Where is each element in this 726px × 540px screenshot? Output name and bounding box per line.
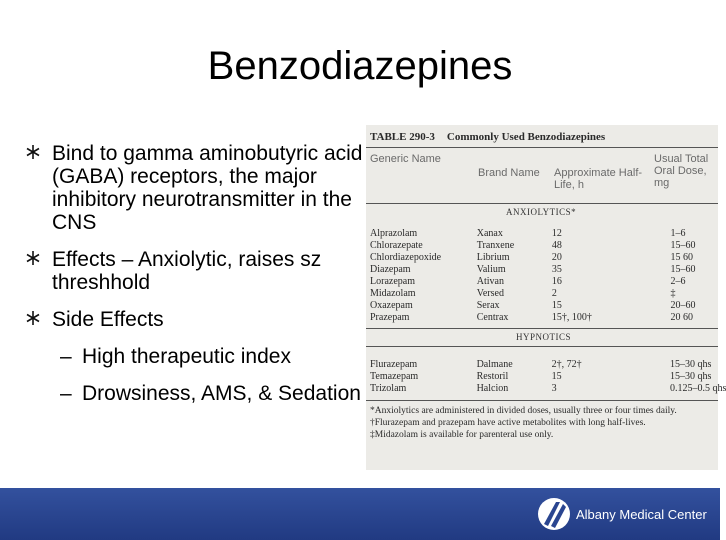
cell-dose: 15–60: [670, 240, 696, 251]
dash-marker: –: [60, 345, 72, 368]
cell-half-life: 12: [551, 228, 562, 239]
cell-brand: Restoril: [476, 371, 509, 382]
table-row: [370, 383, 726, 395]
col-header-half-life: Approximate Half-Life, h: [554, 167, 643, 191]
cell-brand: Librium: [476, 252, 510, 263]
cell-generic: Diazepam: [370, 264, 411, 275]
cell-brand: Halcion: [476, 383, 509, 394]
cell-dose: ‡: [670, 288, 676, 299]
cell-dose: 15–30 qhs: [670, 359, 712, 370]
footnote: †Flurazepam and prazepam have active metabolites with long half-lives.: [370, 418, 646, 428]
col-header-generic: Generic Name: [370, 153, 441, 165]
cell-brand: Ativan: [476, 276, 504, 287]
bullet-list: [26, 142, 366, 415]
cell-generic: Temazepam: [370, 371, 419, 382]
footnote: *Anxiolytics are administered in divided doses, usually three or four times daily.: [370, 406, 677, 416]
cell-brand: Serax: [476, 300, 500, 311]
cell-dose: 15–30 qhs: [670, 371, 712, 382]
benzodiazepine-table-image: [366, 125, 726, 470]
table-footnotes: [370, 405, 714, 441]
table-number: TABLE 290-3: [370, 131, 435, 143]
cell-dose: 15–60: [670, 264, 696, 275]
cell-generic: Chlorazepate: [370, 240, 423, 251]
cell-half-life: 2†, 72†: [551, 359, 582, 370]
bullet-text: Side Effects: [52, 308, 164, 331]
logo-emblem-icon: [538, 498, 570, 530]
cell-half-life: 15: [551, 300, 562, 311]
table-row: [370, 312, 710, 324]
table-rule: [366, 400, 718, 401]
table-rule: [366, 328, 718, 329]
cell-generic: Prazepam: [370, 312, 410, 323]
table-caption: Commonly Used Benzodiazepines: [446, 131, 606, 143]
cell-dose: 2–6: [670, 276, 686, 287]
cell-half-life: 20: [551, 252, 562, 263]
table-row: [370, 359, 710, 371]
asterisk-bullet-icon: [26, 248, 52, 294]
table-row: [370, 228, 710, 240]
table-row: [370, 240, 710, 252]
cell-half-life: 35: [551, 264, 562, 275]
bullet-text: Bind to gamma aminobutyric acid (GABA) receptors, the major inhibitory neurotransmitter in the CNS: [52, 142, 363, 234]
table-rule: [366, 203, 718, 204]
slide-title: Benzodiazepines: [207, 44, 513, 88]
cell-dose: 0.125–0.5 qhs: [670, 383, 726, 394]
cell-dose: 20 60: [670, 312, 693, 323]
table-row: [370, 371, 710, 383]
anxiolytics-rows: [370, 228, 710, 324]
cell-generic: Lorazepam: [370, 276, 415, 287]
cell-brand: Xanax: [476, 228, 503, 239]
cell-brand: Versed: [476, 288, 504, 299]
cell-generic: Chlordiazepoxide: [370, 252, 442, 263]
asterisk-bullet-icon: [26, 308, 52, 331]
cell-dose: 20–60: [670, 300, 696, 311]
bullet-item: [26, 308, 366, 331]
cell-dose: 1–6: [670, 228, 686, 239]
cell-half-life: 3: [551, 383, 557, 394]
cell-generic: Midazolam: [370, 288, 416, 299]
col-header-brand: Brand Name: [478, 167, 540, 179]
cell-half-life: 16: [551, 276, 562, 287]
cell-half-life: 2: [551, 288, 557, 299]
bullet-item: [26, 248, 366, 294]
table-row: [370, 252, 710, 264]
table-rule: [366, 346, 718, 347]
table-rule: [366, 147, 718, 148]
cell-generic: Flurazepam: [370, 359, 418, 370]
cell-half-life: 48: [551, 240, 562, 251]
cell-generic: Alprazolam: [370, 228, 418, 239]
cell-dose: 15 60: [670, 252, 693, 263]
table-heading: [370, 131, 605, 143]
table-row: [370, 276, 710, 288]
section-label-hypnotics: HYPNOTICS: [516, 332, 572, 342]
cell-generic: Trizolam: [370, 383, 407, 394]
hypnotics-rows: [370, 359, 726, 395]
cell-brand: Centrax: [476, 312, 509, 323]
section-label-anxiolytics: ANXIOLYTICS*: [506, 207, 577, 217]
cell-generic: Oxazepam: [370, 300, 413, 311]
table-row: [370, 264, 710, 276]
footnote: ‡Midazolam is available for parenteral use only.: [370, 430, 554, 440]
bullet-item: [26, 142, 366, 234]
sub-bullet-item: [26, 345, 366, 368]
dash-marker: –: [60, 382, 72, 405]
asterisk-bullet-icon: [26, 142, 52, 234]
cell-brand: Tranxene: [476, 240, 515, 251]
organization-name: Albany Medical Center: [576, 506, 707, 522]
sub-bullet-item: [26, 382, 366, 405]
cell-half-life: 15†, 100†: [551, 312, 592, 323]
col-header-dose: Usual Total Oral Dose, mg: [654, 153, 709, 189]
sub-bullet-text: Drowsiness, AMS, & Sedation: [82, 382, 361, 405]
cell-brand: Valium: [476, 264, 506, 275]
table-row: [370, 300, 710, 312]
sub-bullet-text: High therapeutic index: [82, 345, 291, 368]
cell-half-life: 15: [551, 371, 562, 382]
table-row: [370, 288, 710, 300]
cell-brand: Dalmane: [476, 359, 513, 370]
bullet-text: Effects – Anxiolytic, raises sz threshhold: [52, 248, 322, 294]
albany-medical-center-logo: [538, 498, 707, 530]
